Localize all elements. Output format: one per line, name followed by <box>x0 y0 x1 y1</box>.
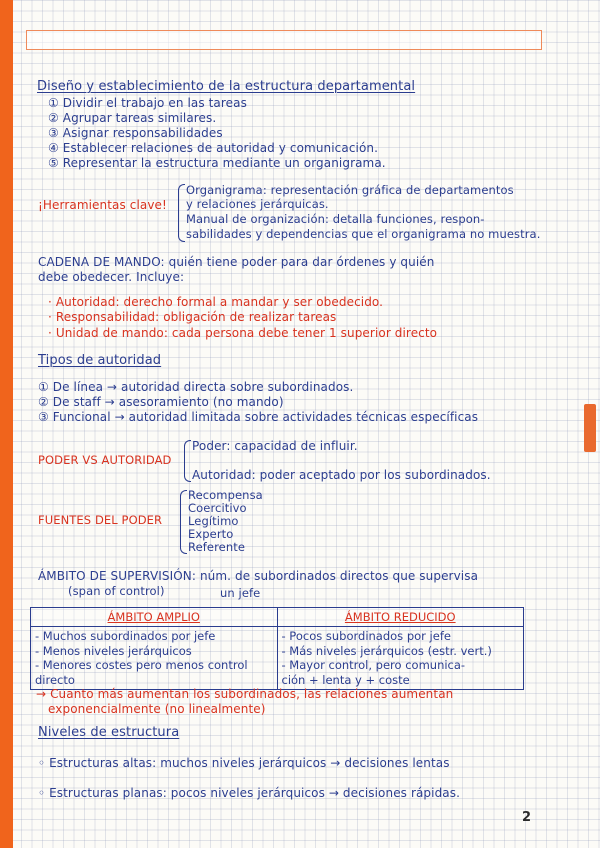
power-source-item: Referente <box>188 540 245 554</box>
table-cell-narrow <box>277 627 524 690</box>
authority-types-title: Tipos de autoridad <box>38 353 162 368</box>
step-item: ⑤ Representar la estructura mediante un organigrama. <box>48 156 386 170</box>
table-header: ÁMBITO REDUCIDO <box>277 608 524 627</box>
table-line: - Muchos subordinados por jefe <box>35 629 216 643</box>
power-sources-label: FUENTES DEL PODER <box>38 513 163 527</box>
table-line: - Más niveles jerárquicos (estr. vert.) <box>281 643 492 658</box>
table-line: directo <box>35 672 75 687</box>
power-source-item: Legítimo <box>188 514 239 528</box>
brace <box>180 490 187 554</box>
chain-definition: CADENA DE MANDO: quién tiene poder para dar órdenes y quién <box>38 255 435 269</box>
levels-item: ◦ Estructuras altas: muchos niveles jerárquicos → decisiones lentas <box>38 756 450 770</box>
power-source-item: Coercitivo <box>188 501 247 515</box>
header-band <box>26 30 542 50</box>
margin-bar <box>0 0 13 848</box>
chain-definition-cont: debe obedecer. Incluye: <box>38 270 185 284</box>
authority-definition: Autoridad: poder aceptado por los subordinados. <box>192 468 491 482</box>
brace <box>184 440 191 482</box>
tools-label: ¡Herramientas clave! <box>38 198 167 212</box>
page-number: 2 <box>522 810 532 825</box>
chain-item: · Autoridad: derecho formal a mandar y ser obedecido. <box>48 295 384 309</box>
chain-item: · Responsabilidad: obligación de realizar tareas <box>48 310 337 324</box>
step-item: ③ Asignar responsabilidades <box>48 126 223 140</box>
table-line: - Mayor control, pero comunica- <box>281 658 466 672</box>
chain-item: · Unidad de mando: cada persona debe tener 1 superior directo <box>48 326 438 340</box>
span-comparison-table <box>30 607 524 690</box>
table-cell-wide <box>31 627 278 690</box>
table-line: - Pocos subordinados por jefe <box>281 629 451 643</box>
levels-item: ◦ Estructuras planas: pocos niveles jerárquicos → decisiones rápidas. <box>38 786 461 800</box>
table-line: - Menos niveles jerárquicos <box>35 643 192 658</box>
authority-type-item: ③ Funcional → autoridad limitada sobre actividades técnicas específicas <box>38 410 479 424</box>
step-item: ② Agrupar tareas similares. <box>48 111 217 125</box>
tools-line: Organigrama: representación gráfica de departamentos <box>186 183 514 197</box>
tools-line: Manual de organización: detalla funciones, respon- <box>186 212 485 226</box>
step-item: ④ Establecer relaciones de autoridad y comunicación. <box>48 141 379 155</box>
power-source-item: Experto <box>188 527 234 541</box>
table-line: ción + lenta y + coste <box>281 672 410 687</box>
span-definition-cont: un jefe <box>220 586 261 600</box>
brace <box>178 184 185 242</box>
span-note-cont: exponencialmente (no linealmente) <box>48 702 266 716</box>
span-definition: ÁMBITO DE SUPERVISIÓN: núm. de subordinados directos que supervisa <box>38 569 479 583</box>
table-header: ÁMBITO AMPLIO <box>31 608 278 627</box>
power-source-item: Recompensa <box>188 488 263 502</box>
table-line: - Menores costes pero menos control <box>35 658 248 672</box>
side-tab <box>584 404 596 452</box>
authority-type-item: ② De staff → asesoramiento (no mando) <box>38 395 284 409</box>
step-item: ① Dividir el trabajo en las tareas <box>48 96 247 110</box>
power-definition: Poder: capacidad de influir. <box>192 439 358 453</box>
tools-line: y relaciones jerárquicas. <box>186 197 329 211</box>
authority-type-item: ① De línea → autoridad directa sobre subordinados. <box>38 380 354 394</box>
section-title-structure: Diseño y establecimiento de la estructura departamental <box>37 79 416 94</box>
tools-line: sabilidades y dependencias que el organigrama no muestra. <box>186 227 541 241</box>
span-subtitle: (span of control) <box>68 584 165 598</box>
power-vs-authority-label: PODER VS AUTORIDAD <box>38 453 172 467</box>
levels-title: Niveles de estructura <box>38 725 180 740</box>
span-note: → Cuanto más aumentan los subordinados, las relaciones aumentan <box>36 687 454 701</box>
